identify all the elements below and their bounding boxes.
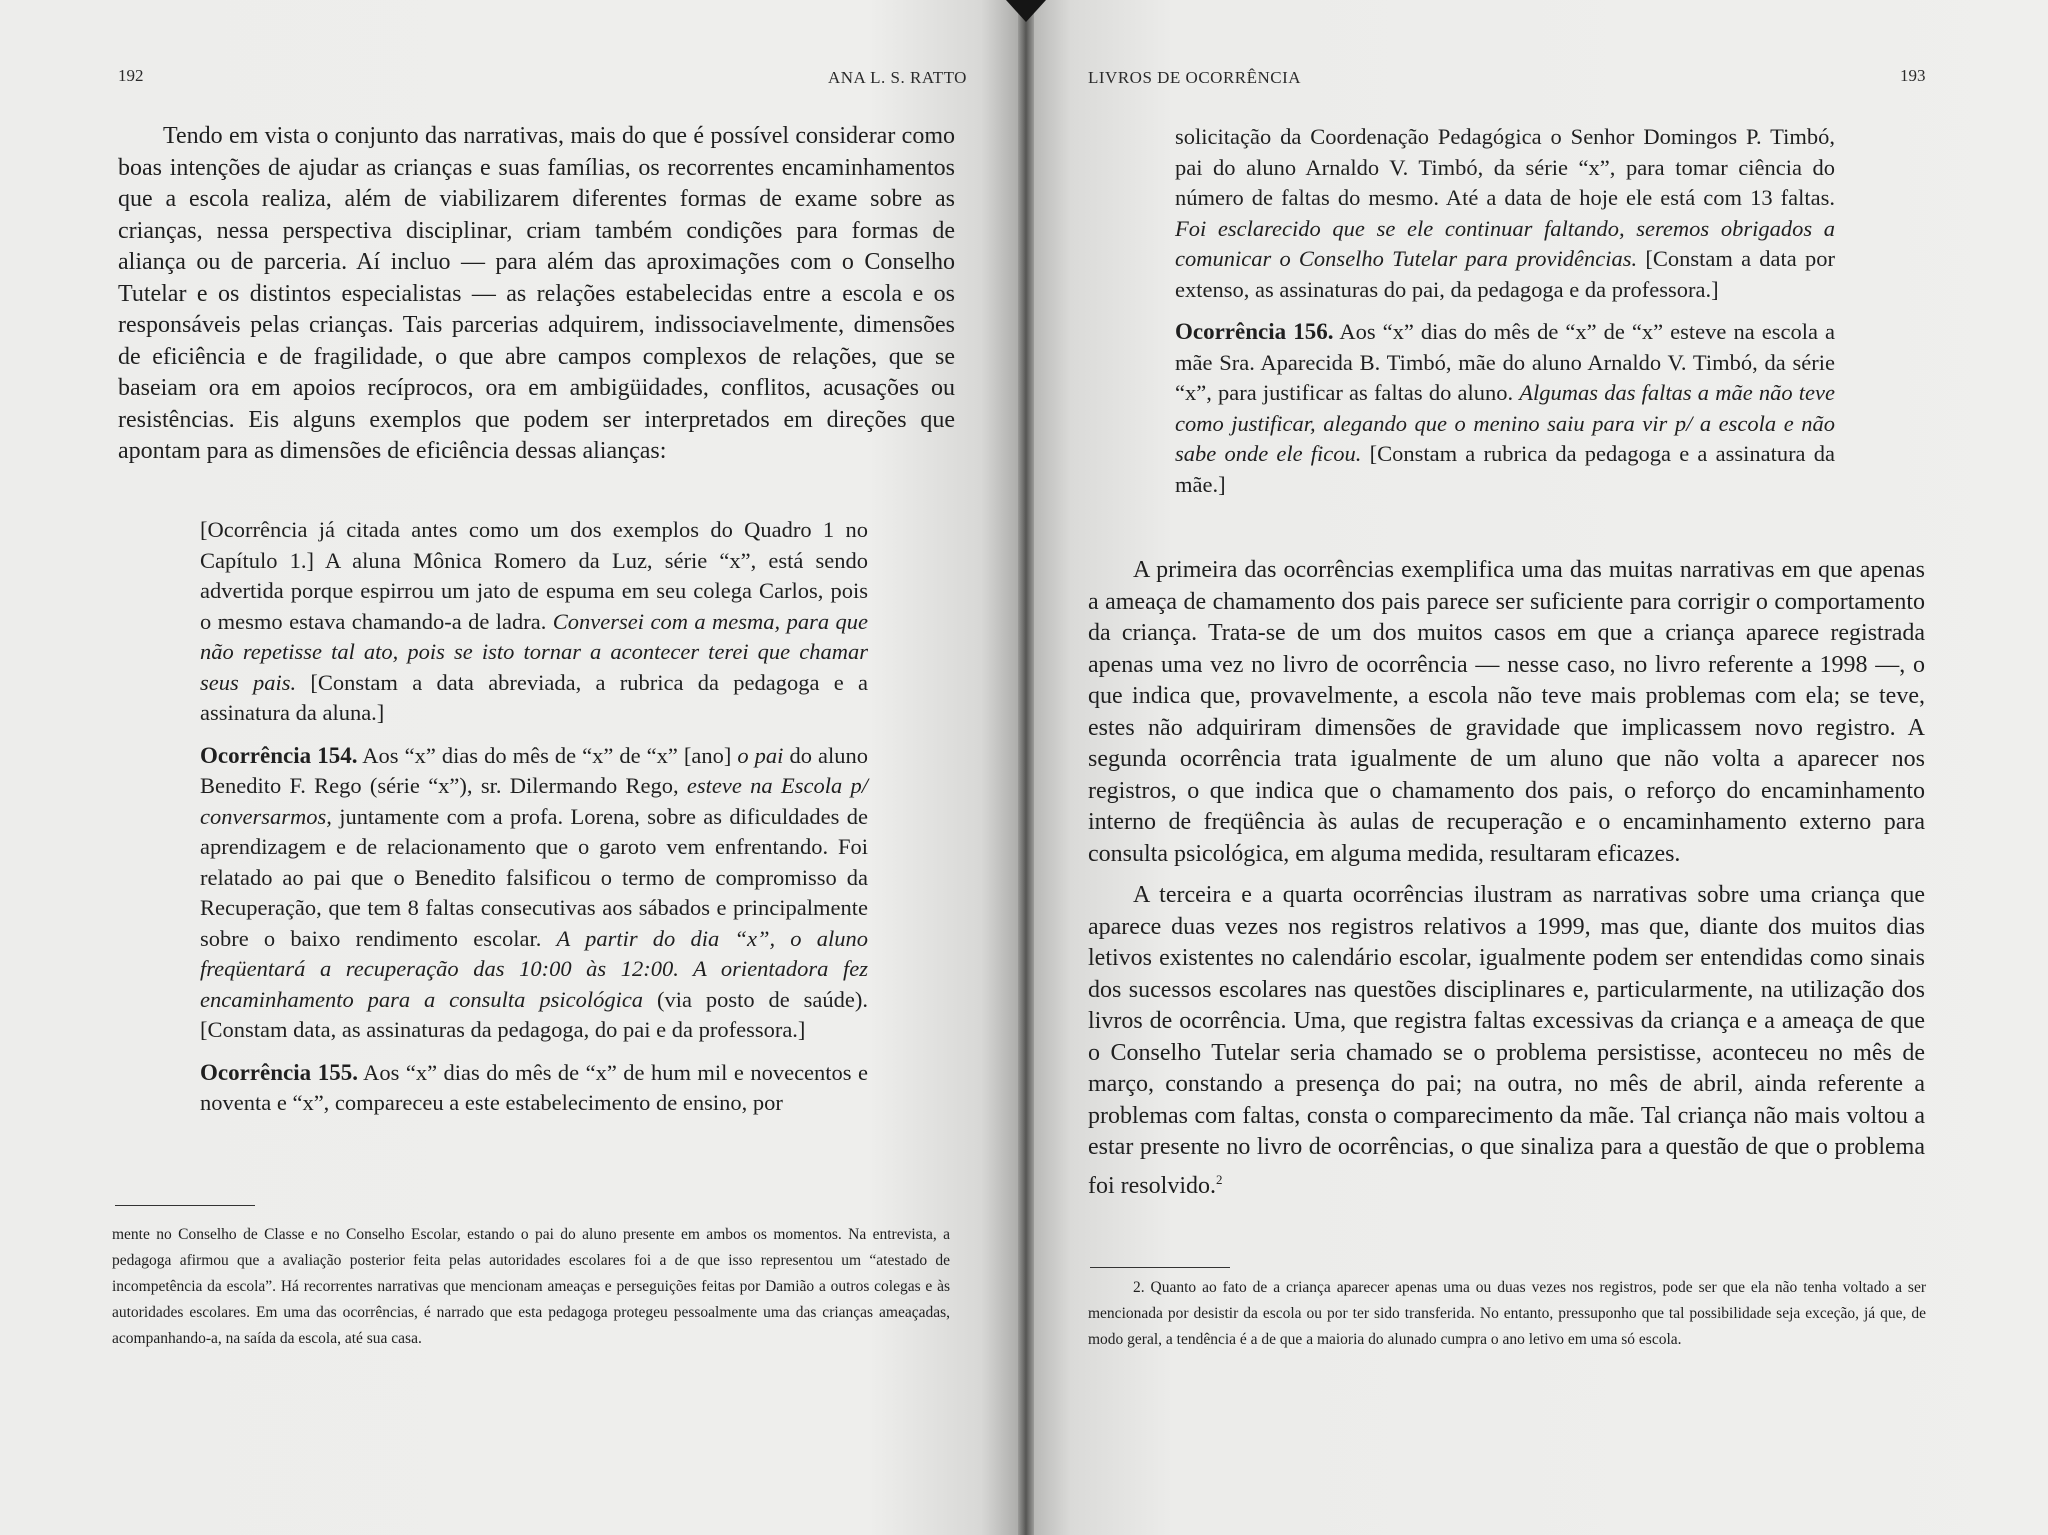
body-paragraph-1: A primeira das ocorrências exemplifica uma das muitas narrativas em que apenas a ameaça de chamamento dos pais parece ser suficiente para corrigir o comportamento da criança. Trata-se de um dos muitos casos em que a criança aparece registrada apenas uma vez no livro de ocorrência — nesse caso, no livro referente a 1998 —, o que indica que, provavelmente, a escola não teve mais problemas com ela; se teve, estes não adquiriram dimensões de gravidade que implicassem novo registro. A segunda ocorrência trata igualmente de um aluno que não volta a aparecer nos registros, o que indica que o chamamento dos pais, o reforço do encaminhamento interno de freqüência às aulas de recuperação e o encaminhamento externo para consulta psicológica, em alguma medida, resultaram eficazes. — [1088, 557, 1925, 867]
footnote-rule — [1090, 1267, 1230, 1268]
body-paragraph: Tendo em vista o conjunto das narrativas, mais do que é possível considerar como boas intenções de ajudar as crianças e suas famílias, os recorrentes encaminhamentos que a escola realiza, além de viabilizarem diferentes formas de exame sobre as crianças, nessa perspectiva disciplinar, criam também condições para formas de aliança ou de parceria. Aí incluo — para além das aproximações com o Conselho Tutelar e os distintos especialistas — as relações estabelecidas entre a escola e os responsáveis pelas crianças. Tais parcerias adquirem, indissociavelmente, dimensões de eficiência e de fragilidade, o que abre campos complexos de relações, que se baseiam ora em apoios recíprocos, ora em ambigüidades, conflitos, acusações ou resistências. Eis alguns exemplos que podem ser interpretados em direções que apontam para as dimensões de eficiência dessas alianças: — [118, 123, 955, 464]
left-body-text — [118, 121, 955, 468]
left-quotes — [200, 515, 868, 1119]
quote-ocorrencia-quadro: [Ocorrência já citada antes como um dos exemplos do Quadro 1 no Capítulo 1.] A aluna Mônica Romero da Luz, série “x”, está sendo advertida porque espirrou um jato de espuma em seu colega Carlos, pois o mesmo estava chamando-a de ladra. Conversei com a mesma, para que não repetisse tal ato, pois se isto tornar a acontecer terei que chamar seus pais. [Constam a data abreviada, a rubrica da pedagoga e a assinatura da aluna.] — [200, 517, 869, 725]
quote-ocorrencia-155: Ocorrência 155. Aos “x” dias do mês de “x” de hum mil e novecentos e noventa e “x”, compareceu a este estabelecimento de ensino, por — [200, 1059, 868, 1115]
footnote-rule — [115, 1205, 255, 1206]
right-page-number: 193 — [1900, 66, 1926, 85]
quote-ocorrencia-155-cont: solicitação da Coordenação Pedagógica o Senhor Domingos P. Timbó, pai do aluno Arnaldo V. Timbó, da série “x”, para tomar ciência do número de faltas do mesmo. Até a data de hoje ele está com 13 faltas. Foi esclarecido que se ele continuar faltando, seremos obrigados a comunicar o Conselho Tutelar para providências. [Constam a data por extenso, as assinaturas do pai, da pedagoga e da professora.] — [1175, 124, 1835, 302]
quote-ocorrencia-156: Ocorrência 156. Aos “x” dias do mês de “x” de “x” esteve na escola a mãe Sra. Aparecida B. Timbó, mãe do aluno Arnaldo V. Timbó, da série “x”, para justificar as faltas do aluno. Algumas das faltas a mãe não teve como justificar, alegando que o menino saiu para vir p/ a escola e não sabe onde ele ficou. [Constam a rubrica da pedagoga e a assinatura da mãe.] — [1175, 319, 1835, 497]
right-running-head: LIVROS DE OCORRÊNCIA — [1088, 68, 1302, 87]
quote-label: Ocorrência 155. — [200, 1059, 358, 1085]
left-footnote: mente no Conselho de Classe e no Conselho Escolar, estando o pai do aluno presente em ambos os momentos. Na entrevista, a pedagoga afirmou que a avaliação posterior feita pelas autoridades escolares foi a de que isso representou um “atestado de incompetência da escola”. Há recorrentes narrativas que mencionam ameaças e perseguições feitas por Damião a outros colegas e às autoridades escolares. Em uma das ocorrências, é narrado que esta pedagoga protegeu pessoalmente uma das crianças ameaçadas, acompanhando-a, na saída da escola, até sua casa. — [112, 1226, 950, 1347]
left-page-number: 192 — [118, 66, 144, 85]
binding-shadow — [1006, 0, 1046, 22]
right-footnote: 2. Quanto ao fato de a criança aparecer apenas uma ou duas vezes nos registros, pode ser que ela não tenha voltado a ser mencionada por desistir da escola ou por ter sido transferida. No entanto, pressuponho que tal possibilidade seja exceção, já que, de modo geral, a tendência é a de que a maioria do alunado cumpra o ano letivo em uma só escola. — [1088, 1279, 1926, 1348]
left-running-head: ANA L. S. RATTO — [828, 68, 967, 87]
quote-ocorrencia-154: Ocorrência 154. Aos “x” dias do mês de “x” de “x” [ano] o pai do aluno Benedito F. Rego (série “x”), sr. Dilermando Rego, esteve na Escola p/ conversarmos, juntamente com a profa. Lorena, sobre as dificuldades de aprendizagem e de relacionamento que o garoto vem enfrentando. Foi relatado ao pai que o Benedito falsificou o termo de compromisso da Recuperação, que tem 8 faltas consecutivas aos sábados e principalmente sobre o baixo rendimento escolar. A partir do dia “x”, o aluno freqüentará a recuperação das 10:00 às 12:00. A orientadora fez encaminhamento para a consulta psicológica (via posto de saúde). [Constam data, as assinaturas da pedagoga, do pai e da professora.] — [200, 742, 868, 1042]
right-body-text — [1088, 555, 1925, 1202]
body-paragraph-2: A terceira e a quarta ocorrências ilustram as narrativas sobre uma criança que aparece duas vezes nos registros relativos a 1999, mas que, diante dos muitos dias letivos existentes no calendário escolar, igualmente podem ser entendidas como sinais dos sucessos escolares nas questões disciplinares e, particularmente, na utilização dos livros de ocorrência. Uma, que registra faltas excessivas da criança e a ameaça de que o Conselho Tutelar seria chamado se o problema persistisse, aconteceu no mês de março, constando a presença do pai; na outra, no mês de abril, ainda referente a problemas com faltas, consta o comparecimento da mãe. Tal criança não mais voltou a estar presente no livro de ocorrências, o que sinaliza para a questão de que o problema foi resolvido.$^2$ — [1088, 882, 1925, 1199]
quote-label: Ocorrência 154. — [200, 742, 358, 768]
right-quotes — [1175, 122, 1835, 500]
quote-label: Ocorrência 156. — [1175, 319, 1334, 344]
book-gutter — [1018, 0, 1034, 1535]
footnote-ref: 2 — [1215, 1171, 1223, 1187]
